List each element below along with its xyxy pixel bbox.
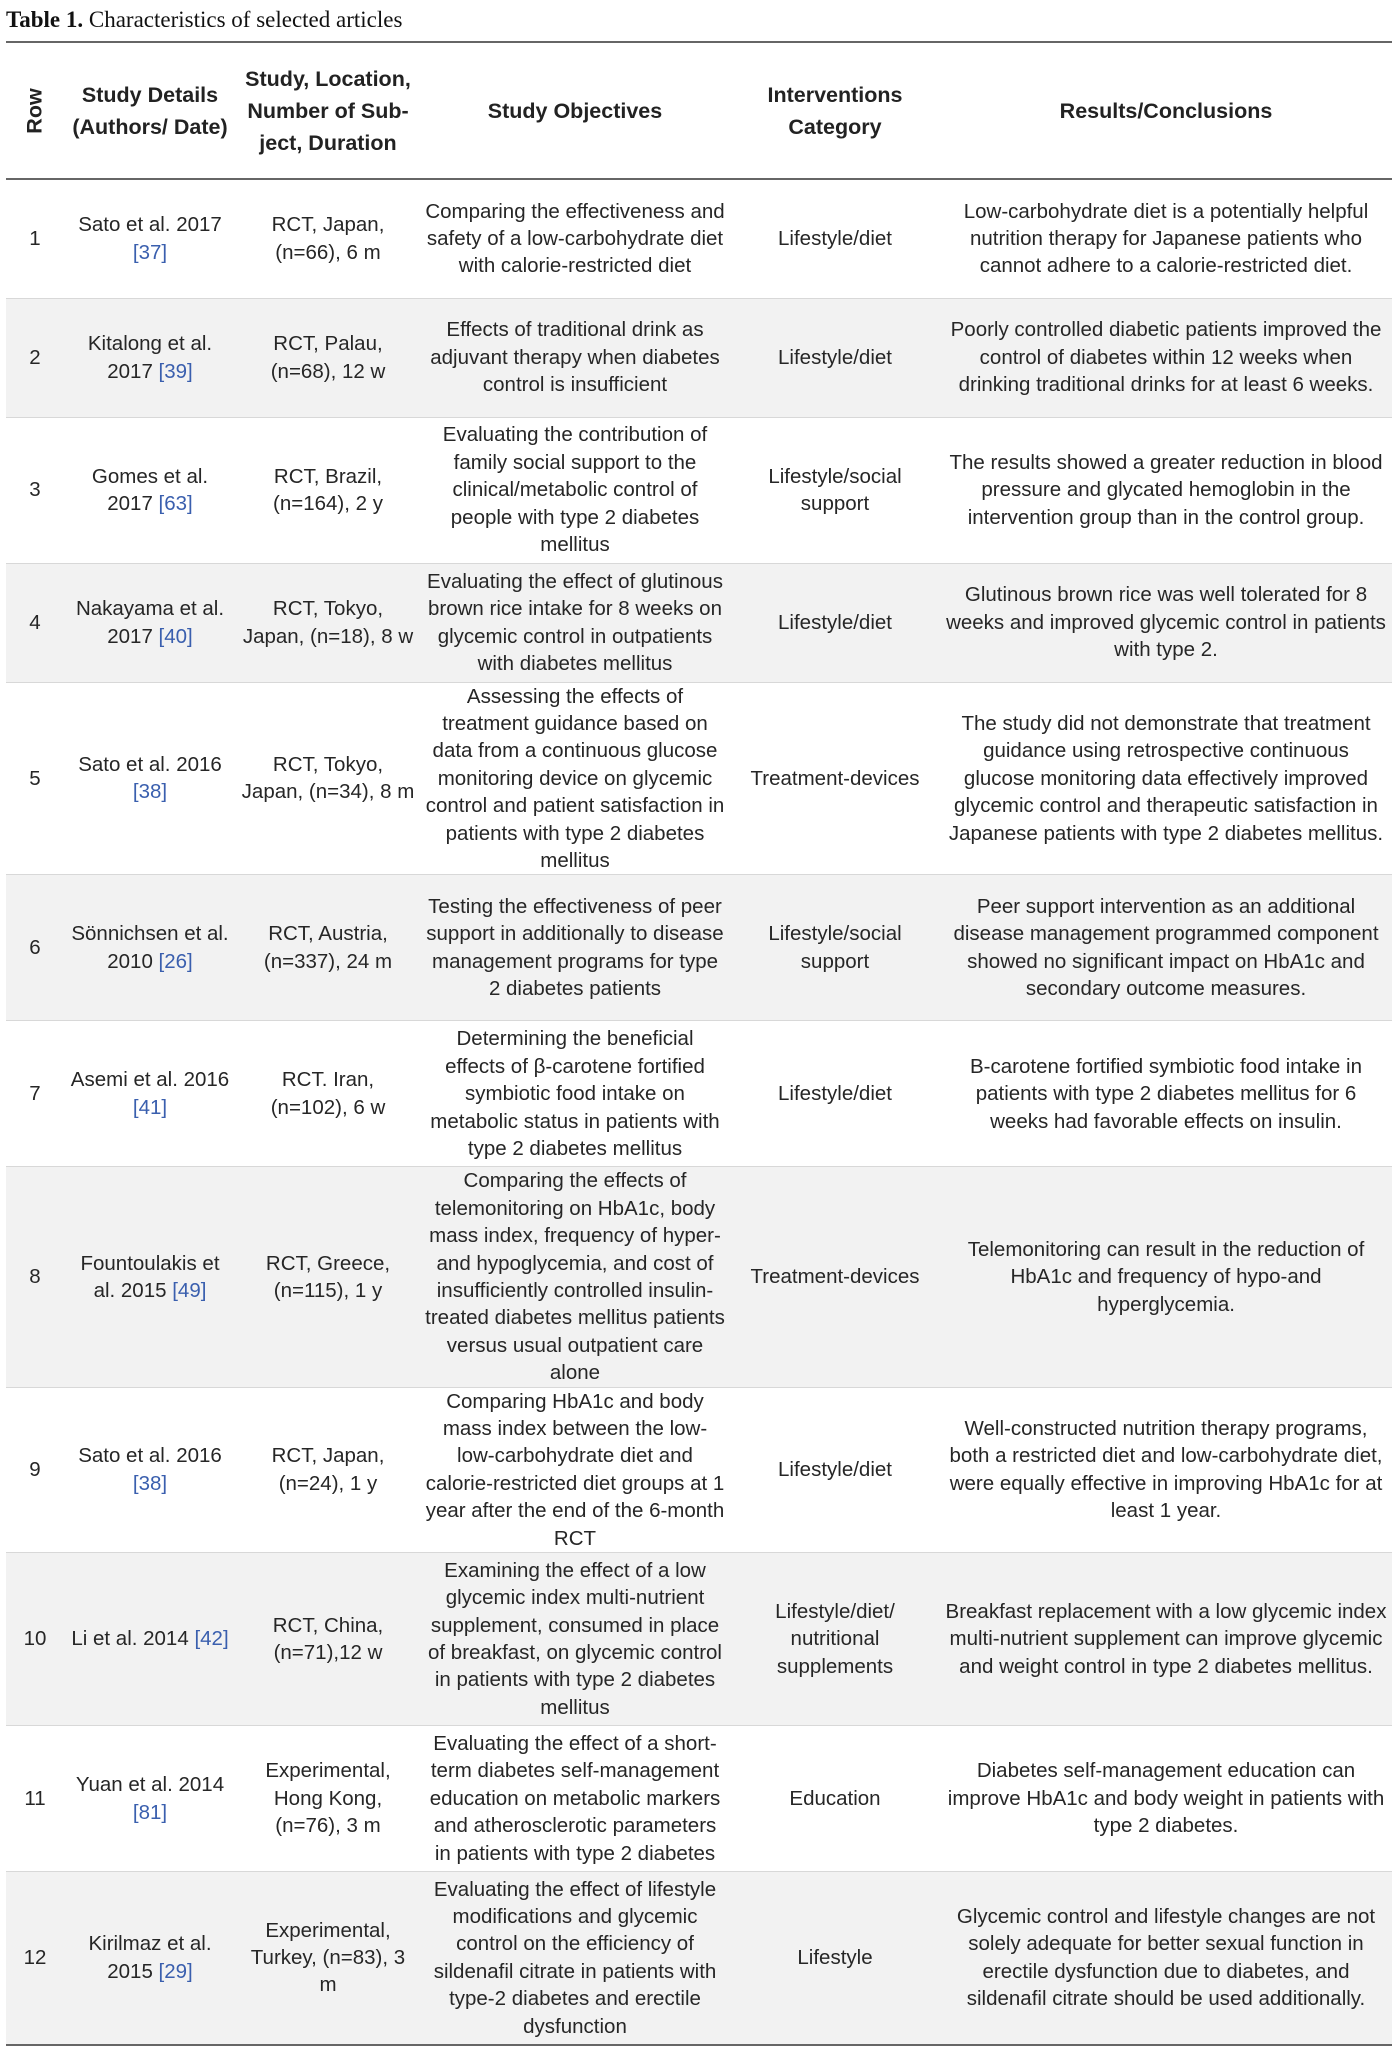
category-cell: Lifestyle/diet/ nutritional supplements <box>730 1553 940 1726</box>
category-cell: Treatment-devices <box>730 1167 940 1387</box>
table-caption-label: Table 1. <box>6 7 84 32</box>
reference-link[interactable]: [40] <box>158 624 193 648</box>
header-results-conclusions: Results/Conclusions <box>940 42 1392 179</box>
table-row <box>6 1387 1392 1552</box>
table-row <box>6 1872 1392 2045</box>
objective-cell: Testing the effectiveness of peer support in additionally to disease management programs for type 2 diabetes patients <box>420 875 730 1021</box>
row-number: 1 <box>6 179 64 298</box>
table-row <box>6 417 1392 563</box>
study-location-cell: RCT, China, (n=71),12 w <box>236 1553 420 1726</box>
table-row <box>6 298 1392 417</box>
category-cell: Lifestyle/diet <box>730 1021 940 1167</box>
table-caption-text: Characteristics of selected articles <box>83 7 403 32</box>
author-date: Fountoulakis et al. 2015 <box>80 1251 220 1302</box>
header-row-number: Row <box>6 42 64 179</box>
reference-link[interactable]: [63] <box>158 492 193 515</box>
author-date: Kirilmaz et al. 2015 <box>88 1932 212 1983</box>
result-cell: Low-carbohydrate diet is a potentially helpful nutrition therapy for Japanese patients who cannot adhere to a calorie-restricted diet. <box>940 179 1392 298</box>
study-details-cell <box>64 1553 236 1726</box>
table-row <box>6 179 1392 298</box>
objective-cell: Effects of traditional drink as adjuvant therapy when diabetes control is insufficient <box>420 298 730 417</box>
study-location-cell: RCT, Brazil, (n=164), 2 y <box>236 417 420 563</box>
header-study-location: Study, Location, Number of Sub- ject, Duration <box>236 42 420 179</box>
table-caption <box>6 4 402 36</box>
author-date: Sato et al. 2016 <box>78 1444 222 1468</box>
objective-cell: Evaluating the effect of lifestyle modifications and glycemic control on the efficiency of sildenafil citrate in patients with type-2 diabetes and erectile dysfunction <box>420 1872 730 2045</box>
result-cell: Peer support intervention as an additional disease management programmed component showed no significant impact on HbA1c and secondary outcome measures. <box>940 875 1392 1021</box>
row-number: 6 <box>6 875 64 1021</box>
result-cell: Well-constructed nutrition therapy programs, both a restricted diet and low-carbohydrate diet, were equally effective in improving HbA1c for at least 1 year. <box>940 1387 1392 1552</box>
row-number: 5 <box>6 682 64 875</box>
author-date: Sato et al. 2016 <box>78 753 222 777</box>
objective-cell: Assessing the effects of treatment guidance based on data from a continuous glucose monitoring device on glycemic control and patient satisfaction in patients with type 2 diabetes mellitus <box>420 682 730 875</box>
row-number: 11 <box>6 1726 64 1872</box>
study-location-cell: Experimental, Hong Kong, (n=76), 3 m <box>236 1726 420 1872</box>
objective-cell: Evaluating the contribution of family social support to the clinical/metabolic control of people with type 2 diabetes mellitus <box>420 417 730 563</box>
author-date: Asemi et al. 2016 <box>70 1068 230 1092</box>
characteristics-table <box>6 41 1392 2046</box>
row-number: 7 <box>6 1021 64 1167</box>
table-row <box>6 1167 1392 1387</box>
study-location-cell: RCT. Iran, (n=102), 6 w <box>236 1021 420 1167</box>
reference-link[interactable]: [49] <box>172 1278 207 1302</box>
study-location-cell: RCT, Austria, (n=337), 24 m <box>236 875 420 1021</box>
study-details-cell <box>64 682 236 875</box>
category-cell: Education <box>730 1726 940 1872</box>
row-number: 3 <box>6 417 64 563</box>
objective-cell: Evaluating the effect of a short-term diabetes self-management education on metabolic markers and atherosclerotic parameters in patients with type 2 diabetes <box>420 1726 730 1872</box>
category-cell: Lifestyle/diet <box>730 179 940 298</box>
author-date: Sato et al. 2017 <box>78 213 222 237</box>
study-details-cell <box>64 1726 236 1872</box>
study-location-cell: RCT, Palau, (n=68), 12 w <box>236 298 420 417</box>
study-details-cell <box>64 179 236 298</box>
result-cell: Breakfast replacement with a low glycemic index multi-nutrient supplement can improve glycemic and weight control in type 2 diabetes mellitus. <box>940 1553 1392 1726</box>
study-location-cell: RCT, Japan, (n=66), 6 m <box>236 179 420 298</box>
study-location-cell: RCT, Tokyo, Japan, (n=18), 8 w <box>236 563 420 682</box>
reference-link[interactable]: [39] <box>158 359 193 383</box>
result-cell: Telemonitoring can result in the reduction of HbA1c and frequency of hypo-and hyperglycemia. <box>940 1167 1392 1387</box>
reference-link[interactable]: [37] <box>132 240 168 264</box>
result-cell: The results showed a greater reduction in blood pressure and glycated hemoglobin in the intervention group than in the control group. <box>940 417 1392 563</box>
author-date: Li et al. 2014 <box>71 1627 189 1651</box>
header-study-details: Study Details (Authors/ Date) <box>64 42 236 179</box>
row-number: 4 <box>6 563 64 682</box>
study-location-cell: Experimental, Turkey, (n=83), 3 m <box>236 1872 420 2045</box>
category-cell: Lifestyle/social support <box>730 875 940 1021</box>
study-details-cell <box>64 1387 236 1552</box>
result-cell: B-carotene fortified symbiotic food intake in patients with type 2 diabetes mellitus for 6 weeks had favorable effects on insulin. <box>940 1021 1392 1167</box>
author-date: Sönnichsen et al. 2010 <box>71 922 229 973</box>
objective-cell: Comparing HbA1c and body mass index between the low- low-carbohydrate diet and calorie-restricted diet groups at 1 year after the end of the 6-month RCT <box>420 1387 730 1552</box>
study-details-cell <box>64 417 236 563</box>
category-cell: Treatment-devices <box>730 682 940 875</box>
row-number: 9 <box>6 1387 64 1552</box>
result-cell: Diabetes self-management education can improve HbA1c and body weight in patients with type 2 diabetes. <box>940 1726 1392 1872</box>
study-details-cell <box>64 563 236 682</box>
author-date: Yuan et al. 2014 <box>75 1773 225 1797</box>
reference-link[interactable]: [38] <box>132 780 168 804</box>
objective-cell: Determining the beneficial effects of β-carotene fortified symbiotic food intake on metabolic status in patients with type 2 diabetes mellitus <box>420 1021 730 1167</box>
study-details-cell <box>64 298 236 417</box>
header-study-objectives: Study Objectives <box>420 42 730 179</box>
table-row <box>6 875 1392 1021</box>
category-cell: Lifestyle <box>730 1872 940 2045</box>
table-row <box>6 1553 1392 1726</box>
category-cell: Lifestyle/diet <box>730 298 940 417</box>
reference-link[interactable]: [42] <box>194 1627 229 1651</box>
study-details-cell <box>64 875 236 1021</box>
category-cell: Lifestyle/social support <box>730 417 940 563</box>
study-details-cell <box>64 1872 236 2045</box>
header-interventions-category: Interventions Category <box>730 42 940 179</box>
reference-link[interactable]: [81] <box>132 1800 168 1824</box>
table-row <box>6 1726 1392 1872</box>
study-location-cell: RCT, Tokyo, Japan, (n=34), 8 m <box>236 682 420 875</box>
reference-link[interactable]: [41] <box>132 1095 168 1119</box>
result-cell: Glycemic control and lifestyle changes are not solely adequate for better sexual function in erectile dysfunction due to diabetes, and sildenafil citrate should be used additionally. <box>940 1872 1392 2045</box>
reference-link[interactable]: [29] <box>158 1959 193 1983</box>
result-cell: The study did not demonstrate that treatment guidance using retrospective continuous glucose monitoring data effectively improved glycemic control and therapeutic satisfaction in Japanese patients with type 2 diabetes mellitus. <box>940 682 1392 875</box>
table-row <box>6 563 1392 682</box>
study-location-cell: RCT, Japan, (n=24), 1 y <box>236 1387 420 1552</box>
study-details-cell <box>64 1021 236 1167</box>
category-cell: Lifestyle/diet <box>730 1387 940 1552</box>
table-header-row <box>6 42 1392 179</box>
objective-cell: Evaluating the effect of glutinous brown rice intake for 8 weeks on glycemic control in outpatients with diabetes mellitus <box>420 563 730 682</box>
author-date: Nakayama et al. 2017 <box>75 597 225 648</box>
row-number: 8 <box>6 1167 64 1387</box>
reference-link[interactable]: [38] <box>132 1471 168 1495</box>
row-number: 2 <box>6 298 64 417</box>
row-number: 12 <box>6 1872 64 2045</box>
study-location-cell: RCT, Greece, (n=115), 1 y <box>236 1167 420 1387</box>
table-row <box>6 1021 1392 1167</box>
reference-link[interactable]: [26] <box>158 949 193 973</box>
objective-cell: Examining the effect of a low glycemic index multi-nutrient supplement, consumed in place of breakfast, on glycemic control in patients with type 2 diabetes mellitus <box>420 1553 730 1726</box>
objective-cell: Comparing the effects of telemonitoring on HbA1c, body mass index, frequency of hyper- and hypoglycemia, and cost of insufficiently controlled insulin-treated diabetes mellitus patients versus usual outpatient care alone <box>420 1167 730 1387</box>
result-cell: Poorly controlled diabetic patients improved the control of diabetes within 12 weeks when drinking traditional drinks for at least 6 weeks. <box>940 298 1392 417</box>
author-date: Gomes et al. 2017 <box>91 464 209 515</box>
objective-cell: Comparing the effectiveness and safety of a low-carbohydrate diet with calorie-restricted diet <box>420 179 730 298</box>
author-date: Kitalong et al. 2017 <box>87 332 213 383</box>
table-row <box>6 682 1392 875</box>
result-cell: Glutinous brown rice was well tolerated for 8 weeks and improved glycemic control in patients with type 2. <box>940 563 1392 682</box>
row-number: 10 <box>6 1553 64 1726</box>
study-details-cell <box>64 1167 236 1387</box>
category-cell: Lifestyle/diet <box>730 563 940 682</box>
